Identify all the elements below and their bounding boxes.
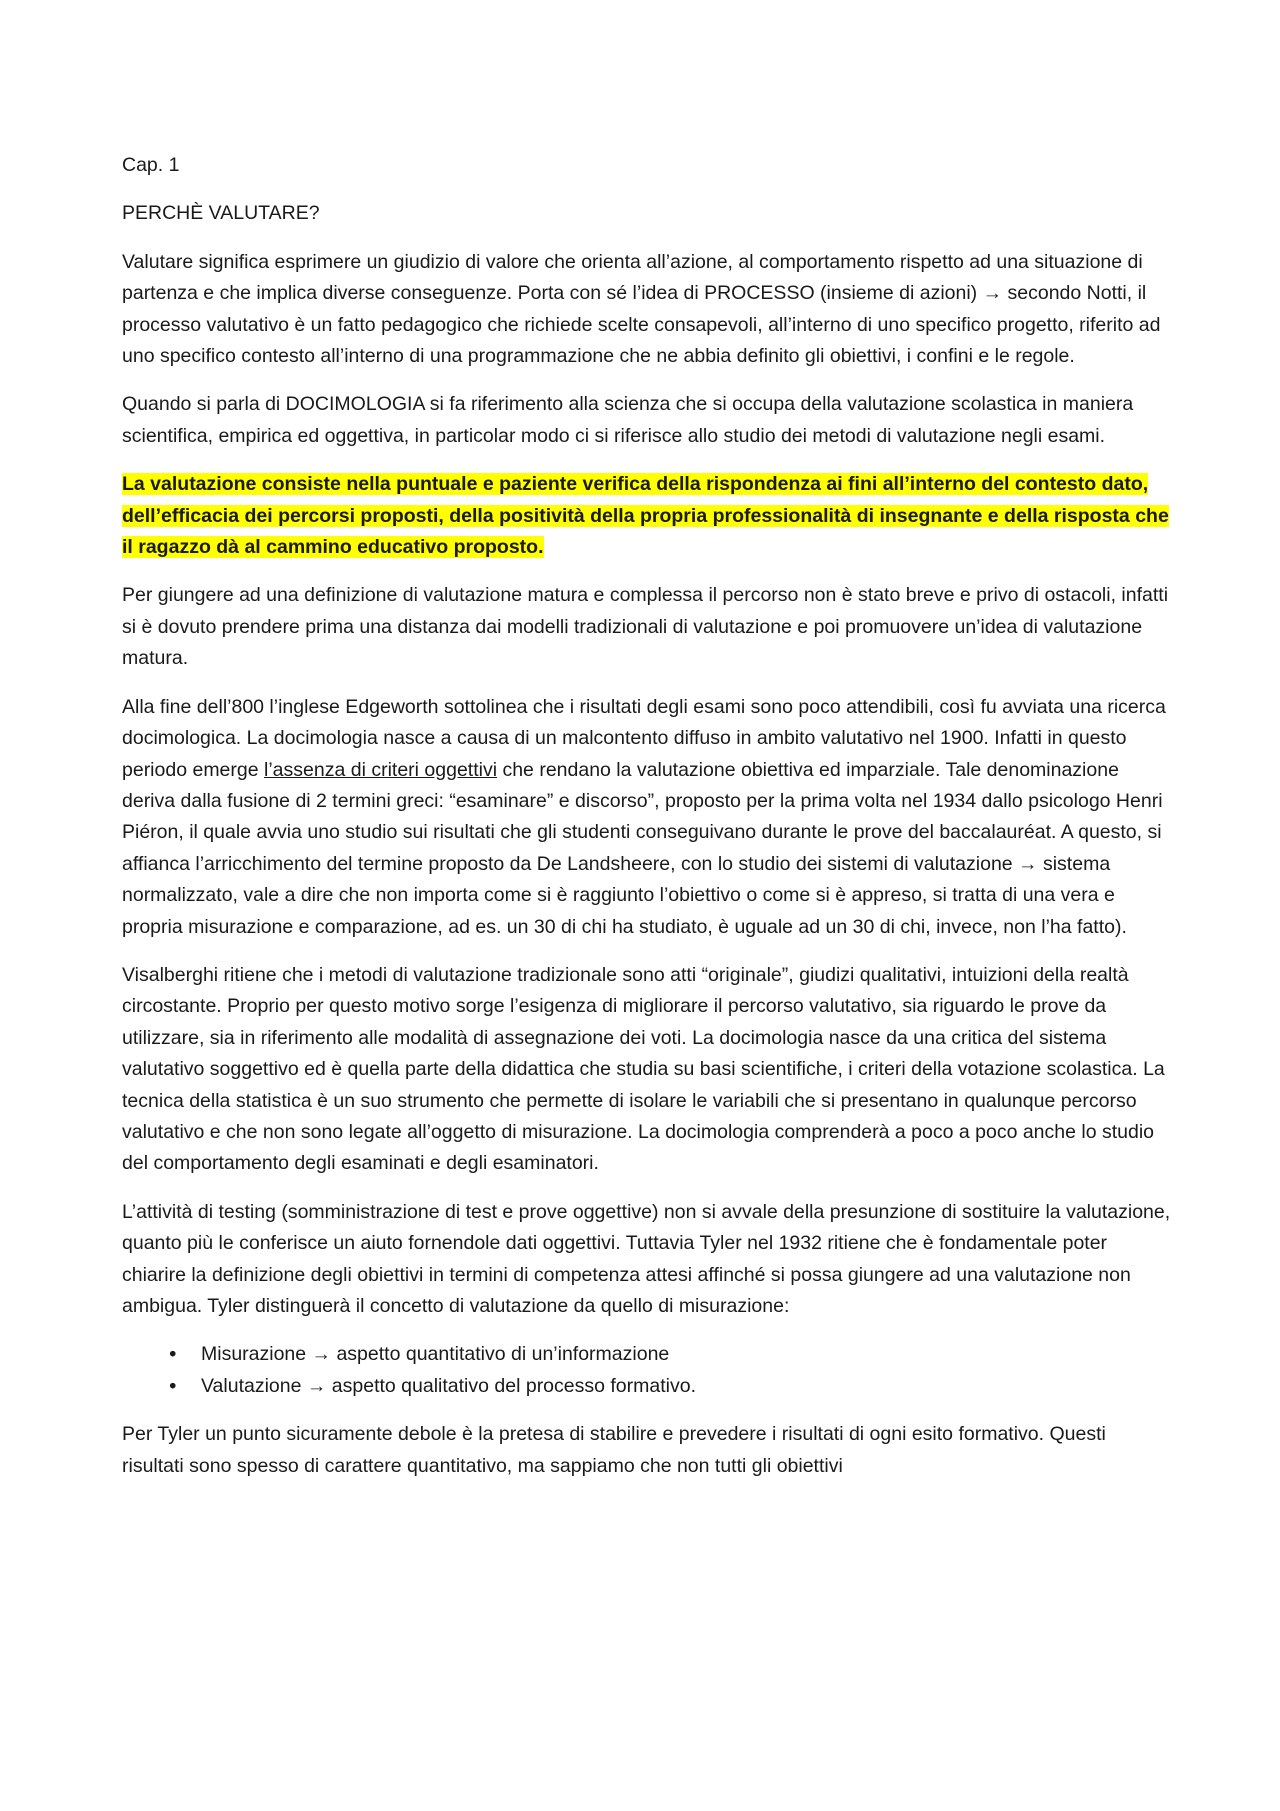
paragraph-percorso: Per giungere ad una definizione di valutazione matura e complessa il percorso non è stato breve e privo di ostacoli, infatti si è dovuto prendere prima una distanza dai modelli tradizionali di valutazione e poi promuovere un’idea di valutazione matura. bbox=[122, 584, 1169, 670]
paragraph-history-part2: che rendano la valutazione obiettiva ed imparziale. Tale denominazione deriva dalla fusione di 2 termini greci: “esaminare” e discorso”, proposto per la prima volta nel 1934 dallo psicologo Henri Piéron, il quale avvia uno studio sui risultati che gli studenti conseguivano durante le prove del baccalauréat. A questo, si affianca l’arricchimento del termine proposto da De Landsheere, con lo studio dei sistemi di valutazione → sistema normalizzato, vale a dire che non importa come si è raggiunto l’obiettivo o come si è appreso, si tratta di una vera e propria misurazione e comparazione, ad es. un 30 di chi ha studiato, è uguale ad un 30 di chi, invece, non l’ha fatto). bbox=[122, 758, 1163, 938]
chapter-label: Cap. 1 bbox=[122, 154, 180, 176]
paragraph-visalberghi: Visalberghi ritiene che i metodi di valutazione tradizionale sono atti “originale”, giudizi qualitativi, intuizioni della realtà circostante. Proprio per questo motivo sorge l’esigenza di migliorare il percorso valutativo, sia riguardo le prove da utilizzare, sia in riferimento alle modalità di assegnazione dei voti. La docimologia nasce da una critica del sistema valutativo soggettivo ed è quella parte della didattica che studia su basi scientifiche, i criteri della votazione scolastica. La tecnica della statistica è un suo strumento che permette di isolare le variabili che si presentano in qualunque percorso valutativo e che non sono legate all’oggetto di misurazione. La docimologia comprenderà a poco a poco anche lo studio del comportamento degli esaminati e degli esaminatori. bbox=[122, 963, 1165, 1175]
document-body bbox=[122, 150, 1172, 1499]
list-item bbox=[122, 1371, 1172, 1402]
bullet-icon: • bbox=[167, 1374, 179, 1398]
section-heading: PERCHÈ VALUTARE? bbox=[122, 202, 320, 225]
paragraph-definition: Valutare significa esprimere un giudizio di valore che orienta all’azione, al comportamento rispetto ad una situazione di partenza e che implica diverse conseguenze. Porta con sé l’idea di PROCESSO (insieme di azioni) → secondo Notti, il processo valutativo è un fatto pedagogico che richiede scelte consapevoli, all’interno di uno specifico progetto, riferito ad uno specifico contesto all’interno di una programmazione che ne abbia definito gli obiettivi, i confini e le regole. bbox=[122, 250, 1161, 368]
highlighted-text: La valutazione consiste nella puntuale e paziente verifica della rispondenza ai fini all’interno del contesto dato, dell’efficacia dei percorsi proposti, della positività della propria professionalità di insegnante e della risposta che il ragazzo dà al cammino educativo proposto. bbox=[122, 473, 1169, 559]
paragraph-highlighted bbox=[122, 469, 1172, 563]
paragraph-history bbox=[122, 692, 1172, 943]
bullet-list bbox=[122, 1339, 1172, 1402]
list-item bbox=[122, 1339, 1172, 1370]
paragraph-testing: L’attività di testing (somministrazione di test e prove oggettive) non si avvale della presunzione di sostituire la valutazione, quanto più le conferisce un aiuto fornendole dati oggettivi. Tuttavia Tyler nel 1932 ritiene che è fondamentale poter chiarire la definizione degli obiettivi in termini di competenza attesi affinché si possa giungere ad una valutazione non ambigua. Tyler distinguerà il concetto di valutazione da quello di misurazione: bbox=[122, 1200, 1171, 1317]
paragraph-docimologia: Quando si parla di DOCIMOLOGIA si fa riferimento alla scienza che si occupa della valutazione scolastica in maniera scientifica, empirica ed oggettiva, in particolar modo ci si riferisce allo studio dei metodi di valutazione negli esami. bbox=[122, 393, 1134, 447]
bullet-icon: • bbox=[167, 1343, 179, 1367]
underlined-text: l’assenza di criteri oggettivi bbox=[264, 758, 498, 781]
paragraph-history-part1: Alla fine dell’800 l’inglese Edgeworth sottolinea che i risultati degli esami sono poco attendibili, così fu avviata una ricerca docimologica. La docimologia nasce a causa di un malcontento diffuso in ambito valutativo nel 1900. Infatti in questo periodo emerge bbox=[122, 695, 1166, 781]
list-item-text: Misurazione → aspetto quantitativo di un’informazione bbox=[201, 1343, 670, 1366]
paragraph-tyler: Per Tyler un punto sicuramente debole è la pretesa di stabilire e prevedere i risultati di ogni esito formativo. Questi risultati sono spesso di carattere quantitativo, ma sappiamo che non tutti gli obiettivi bbox=[122, 1423, 1106, 1477]
list-item-text: Valutazione → aspetto qualitativo del processo formativo. bbox=[201, 1374, 696, 1397]
